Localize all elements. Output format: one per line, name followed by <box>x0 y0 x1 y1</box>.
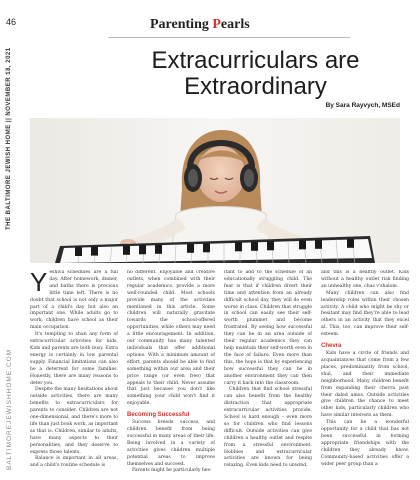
paragraph-text: Balance is important in all areas, and a child's routine schedule is <box>30 456 118 469</box>
logo-divider <box>108 37 350 38</box>
article-title: Extracurriculars are Extraordinary <box>151 47 360 100</box>
article-column-1 <box>30 270 118 478</box>
body-paragraph <box>321 420 409 468</box>
section-logo <box>150 17 310 35</box>
body-paragraph <box>321 291 409 339</box>
body-paragraph <box>321 270 409 291</box>
body-paragraph <box>224 387 312 470</box>
spine-issue-text: THE BALTIMORE JEWISH HOME || NOVEMBER 18, 2021 <box>6 47 12 230</box>
paragraph-text: no different. Enjoyable and creative outlets, when combined with their regular academics, provide a more well-rounded child. Most schools provide many of the activities mentioned in this article. Some children will naturally gravitate towards the school-offered opportunities, while others may need a little encouragement. In addition, our community has many talented individuals that offer additional options. With a minimum amount of effort, parents should be able to find something within our area and their price range (or even free) that appeals to their child. Never assume that just because you don't like something your child won't find it enjoyable. <box>127 270 215 407</box>
paragraph-text: eshiva schedules are a full day. After homework, dinner, and baths there is precious little time left. There is no doubt that school is not only a major part of a child's day but also an important one. While adults go to work, children have school as their main occupation. <box>30 270 118 331</box>
article-photo <box>30 118 400 263</box>
page-number: 46 <box>6 17 17 27</box>
paragraph-text: itant to add to the schedule of an educationally struggling child. The fear is that if children divert their time and attention from an already difficult school day, they will do even worse in class. Children that struggle in school can easily see their self-worth plummet and become frustrated. By seeing how successful they can be in an area outside of their regular academics they can help maintain their self-worth even in the face of failure. Even more than this, the hope is that by experiencing how successful they can be in another environment they can then carry it back into the classroom. <box>224 270 312 386</box>
body-paragraph <box>30 456 118 470</box>
drop-cap: Y <box>30 270 48 297</box>
paragraph-text: It's tempting to shun any form of extracurricular activities for kids. Kids and parents are both busy. Extra energy is certainly in low parental supply. Financial limitations can also be a deterrent for some families. Honestly, there are many reasons to deter you. <box>30 332 118 386</box>
body-paragraph <box>30 387 118 456</box>
body-paragraph <box>30 332 118 387</box>
article-byline: By Sara Rayvych, MSEd <box>325 102 400 109</box>
paragraph-text: Kids have a circle of friends and acquaintances that come from a few places, predominantly from school, shul, and their immediate neighborhood. Many children benefit from expanding their chevra past their daled amos. Outside activities give children the chance to meet other kids, particularly children who have similar interests as them. <box>321 351 409 419</box>
body-paragraph <box>127 420 215 468</box>
paragraph-text: Parents might be particularly hes- <box>132 468 212 474</box>
paragraph-text: Despite the many hesitations about outside activities, there are many benefits to extracurriculars for parents to consider. Children are not one-dimensional, and there's more to life than just book work, as important as that is. Children, similar to adults, have many aspects to their personalities, and they deserve to express those talents. <box>30 387 118 455</box>
spine-website-text: BALTIMOREJEWISHHOME.COM <box>6 348 13 470</box>
article-body <box>30 270 410 478</box>
paragraph-text: Many children can also find leadership roles within their chosen activity. A child who might be shy or hesitant may find they're able to lead others in an activity that they excel at. This, too, can improve their self-esteem. <box>321 290 409 338</box>
paragraph-text: Success breeds success, and children benefit from being successful in many areas of their life. Being involved in a variety of activities gives children multiple potential areas to improve themselves and succeed. <box>127 420 215 467</box>
logo-accent-letter: P <box>212 17 221 32</box>
paragraph-text: This can be a wonderful opportunity for a child that has not been successful in forming appropriate friendships with the children they already know. Community-based activities offer a wider peer group than a <box>321 420 409 467</box>
body-paragraph <box>321 351 409 420</box>
article-column-4 <box>321 270 409 478</box>
article-column-2 <box>127 270 215 478</box>
girl-playing-keyboard-illustration <box>30 118 400 263</box>
body-paragraph <box>224 270 312 387</box>
article-column-3 <box>224 270 312 478</box>
section-subheading: Chevra <box>321 343 342 350</box>
section-subheading: Becoming Successful <box>127 412 190 419</box>
logo-text-part1: Parenting <box>150 17 213 32</box>
body-paragraph <box>127 468 215 475</box>
logo-text-part2: earls <box>220 17 250 32</box>
body-paragraph <box>30 270 118 332</box>
paragraph-text: and this is a healthy outlet. Kids without a healthy outlet risk finding an unhealthy one, chas v'shalom. <box>321 270 409 289</box>
body-paragraph <box>127 270 215 408</box>
paragraph-text: Children that find school stressful can also benefit from the healthy distraction that appropriate extracurricular activities provide. School is hard enough – even more so for children who find lessons difficult. Outside activities can give children a healthy outlet and respite from a stressful environment. Hobbies and extracurricular activities are known for being relaxing. Even kids need to unwind, <box>224 387 312 469</box>
